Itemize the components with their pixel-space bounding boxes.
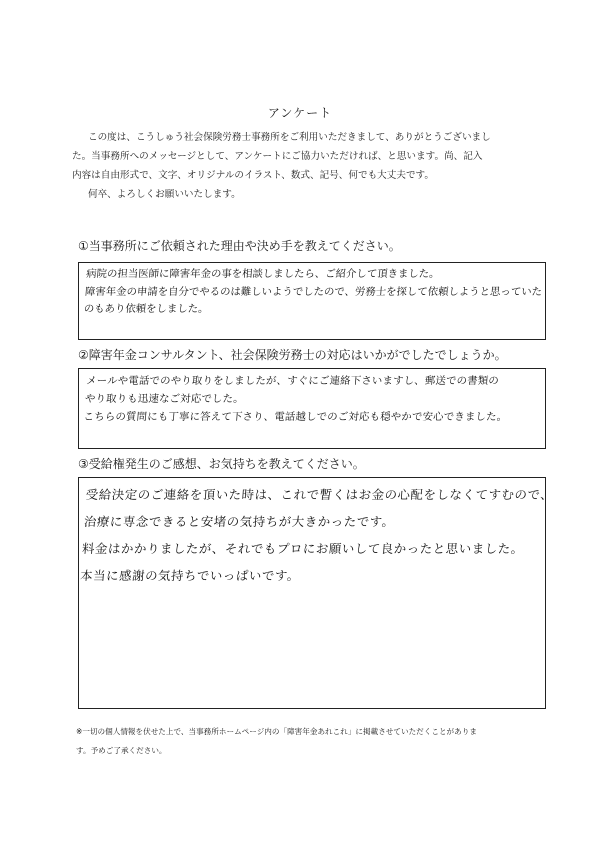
question-2-label: ②障害年金コンサルタント、社会保険労務士の対応はいかがでしたでしょうか。 — [78, 348, 507, 362]
answer-text-1 — [75, 263, 545, 319]
answer-box-3 — [78, 477, 554, 709]
answer-line: 治療に専念できると安堵の気持ちが大きかったです。 — [83, 514, 396, 529]
answer-box-1 — [78, 262, 546, 340]
answer-text-3 — [71, 478, 554, 589]
answer-line: メールや電話でのやり取りをしましたが、すぐにご連絡下さいますし、郵送での書類の — [85, 375, 500, 387]
intro-text — [72, 128, 532, 204]
footer-note — [76, 722, 546, 760]
page-title: アンケート — [267, 106, 333, 120]
answer-line: 受給決定のご連絡を頂いた時は、これで暫くはお金の心配をしなくてすむので、 — [85, 487, 554, 502]
footer-line: す。予めご了承ください。 — [76, 746, 167, 755]
answer-text-2 — [75, 369, 545, 426]
answer-line: やり取りも迅速なご対応でした。 — [84, 393, 245, 405]
answer-line: こちらの質問にも丁寧に答えて下さり、電話越しでのご対応も穏やかで安心できました。 — [83, 411, 508, 423]
intro-line: た。当事務所へのメッセージとして、アンケートにご協力いただければ、と思います。尚、記入 — [72, 151, 483, 162]
answer-line: 本当に感謝の気持ちでいっぱいです。 — [79, 568, 301, 583]
answer-line: 料金はかかりましたが、それでもプロにお願いして良かったと思いました。 — [81, 541, 525, 556]
answer-line: 障害年金の申請を自分でやるのは難しいようでしたので、労務士を探して依頼しようと思っていた — [84, 285, 543, 298]
answer-line: 病院の担当医師に障害年金の事を相談しましたら、ご紹介して頂きました。 — [85, 268, 440, 280]
answer-line: のもあり依頼をしました。 — [83, 303, 209, 315]
intro-line: 何卒、よろしくお願いいたします。 — [88, 189, 241, 200]
answer-box-2 — [78, 368, 546, 449]
intro-line: 内容は自由形式で、文字、オリジナルのイラスト、数式、記号、何でも大丈夫です。 — [72, 170, 434, 181]
intro-line: この度は、こうしゅう社会保険労務士事務所をご利用いただきまして、ありがとうございまし — [88, 132, 491, 143]
footer-line: ※一切の個人情報を伏せた上で、当事務所ホームページ内の「障害年金あれこれ」に掲載させていただくことがありま — [76, 727, 477, 736]
question-1-label: ①当事務所にご依頼された理由や決め手を教えてください。 — [78, 239, 401, 253]
question-3-label: ③受給権発生のご感想、お気持ちを教えてください。 — [78, 457, 365, 471]
